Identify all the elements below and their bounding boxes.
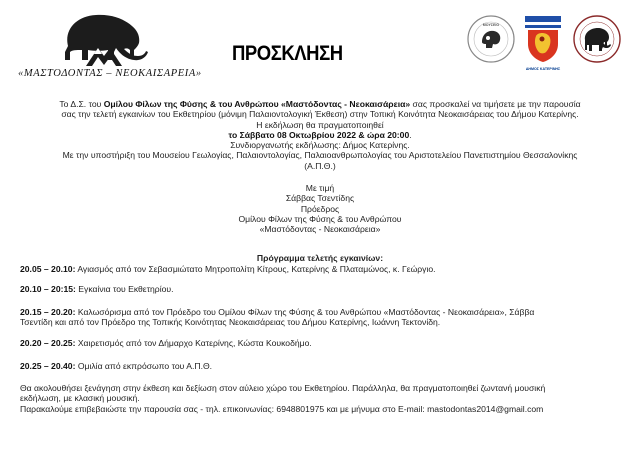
intro-line-3: Η εκδήλωση θα πραγματοποιηθεί: [256, 119, 384, 130]
organizer-name: Ομίλου Φίλων της Φύσης & του Ανθρώπου «Μαστόδοντας - Νεοκαισάρεια»: [103, 99, 411, 109]
closing-line-2: εκδήλωση, με κλασική μουσική.: [20, 393, 140, 404]
program-item-text: Καλωσόρισμα από τον Πρόεδρο του Ομίλου Φίλων της Φύσης & του Ανθρώπου «Μαστόδοντας - Νεοκαισάρεια», Σάββα: [75, 307, 535, 317]
program-item-time: 20.10 – 20:15:: [20, 284, 76, 294]
mastodon-club-logo: [18, 8, 202, 86]
partner-logos: [466, 14, 624, 76]
program-title: Πρόγραμμα τελετής εγκαινίων:: [256, 253, 384, 263]
museum-logo-label: ΜΟΥΣΕΙΟ: [482, 23, 500, 27]
closing-line-1: Θα ακολουθήσει ξενάγηση στην έκθεση και δεξίωση στον αύλειο χώρο του Εκθετηρίου. Παράλληλα, θα πραγματοποιηθεί ζωντανή μουσική: [20, 383, 546, 393]
program-item: [20, 338, 626, 348]
municipality-logo-label: ΔΗΜΟΣ ΚΑΤΕΡΙΝΗΣ: [525, 67, 561, 71]
program-item-text: Εγκαίνια του Εκθετηρίου.: [75, 284, 174, 294]
intro-text: [0, 99, 640, 171]
program-item-text: Ομιλία από εκπρόσωπο του Α.Π.Θ.: [75, 361, 213, 371]
event-date-text: το Σάββατο 08 Οκτωβρίου 2022 & ώρα 20:00: [228, 129, 410, 140]
program-item: [20, 264, 626, 274]
support-line: Με την υποστήριξη του Μουσείου Γεωλογίας, Παλαιοντολογίας, Παλαιοανθρωπολογίας του Αριστοτελείου Πανεπιστημίου Θεσσαλονίκης: [62, 150, 578, 161]
event-date-period: .: [409, 129, 412, 140]
program-item-text: Αγιασμός από τον Σεβασμιώτατο Μητροπολίτη Κίτρους, Κατερίνης & Πλαταμώνος, κ. Γεώργιο.: [75, 264, 436, 274]
event-date: [0, 130, 640, 140]
page-title: ΠΡΟΣΚΛΗΣΗ: [232, 42, 343, 65]
signature-org-1: Ομίλου Φίλων της Φύσης & του Ανθρώπου: [238, 213, 402, 224]
intro-line-2: σας την τελετή εγκαινίων του Εκθετηρίου (μόνιμη Παλαιοντολογική Έκθεση) στην Τοπική Κοινότητα Νεοκαισάρειας του Δήμου Κατερίνης.: [61, 109, 579, 120]
museum-logo-icon: [466, 14, 516, 64]
program-item: [20, 307, 626, 328]
program-item: [20, 361, 626, 371]
signature-name: Σάββας Τσεντίδης: [285, 193, 355, 204]
municipality-logo-icon: [522, 14, 564, 66]
intro-line-1-end: σας προσκαλεί να τιμήσετε με την παρουσία: [410, 99, 581, 109]
program-item: [20, 284, 626, 294]
program-item-text-cont: Τσεντίδη και από τον Πρόεδρο της Τοπικής Κοινότητας Νεοκαισάρειας του Δήμου Κατερίνης, Ιωάννη Τεκτονίδη.: [20, 317, 441, 328]
signature-role: Πρόεδρος: [300, 203, 340, 214]
signature-block: [0, 183, 640, 234]
mastodon-icon: [46, 10, 156, 68]
closing-text: [20, 383, 626, 414]
contact-line: Παρακαλούμε επιβεβαιώστε την παρουσία σας - τηλ. επικοινωνίας: 6948801975 και με μήνυμα στο E-mail: mastodontas2014@gmail.com: [20, 403, 544, 414]
intro-line-1: [0, 99, 640, 109]
program-item-text: Χαιρετισμός από τον Δήμαρχο Κατερίνης, Κώστα Κουκοδήμο.: [75, 338, 312, 348]
signature-org-2: «Μαστόδοντας - Νεοκαισάρεια»: [259, 224, 381, 235]
club-logo-icon: [572, 14, 622, 64]
program-item-time: 20.05 – 20.10:: [20, 264, 76, 274]
program-item-time: 20.20 – 20.25:: [20, 338, 76, 348]
logo-caption: «ΜΑΣΤΟΔΟΝΤΑΣ – ΝΕΟΚΑΙΣΑΡΕΙΑ»: [18, 68, 202, 79]
signature-greeting: Με τιμή: [305, 183, 335, 193]
program-item-time: 20.15 – 20.20:: [20, 307, 76, 317]
support-abbrev: (Α.Π.Θ.): [304, 160, 336, 171]
program-item-time: 20.25 – 20.40:: [20, 361, 76, 371]
intro-line-1-start: Το Δ.Σ. του: [59, 99, 104, 109]
co-organizer: Συνδιοργανωτής εκδήλωσης: Δήμος Κατερίνης.: [230, 140, 410, 151]
